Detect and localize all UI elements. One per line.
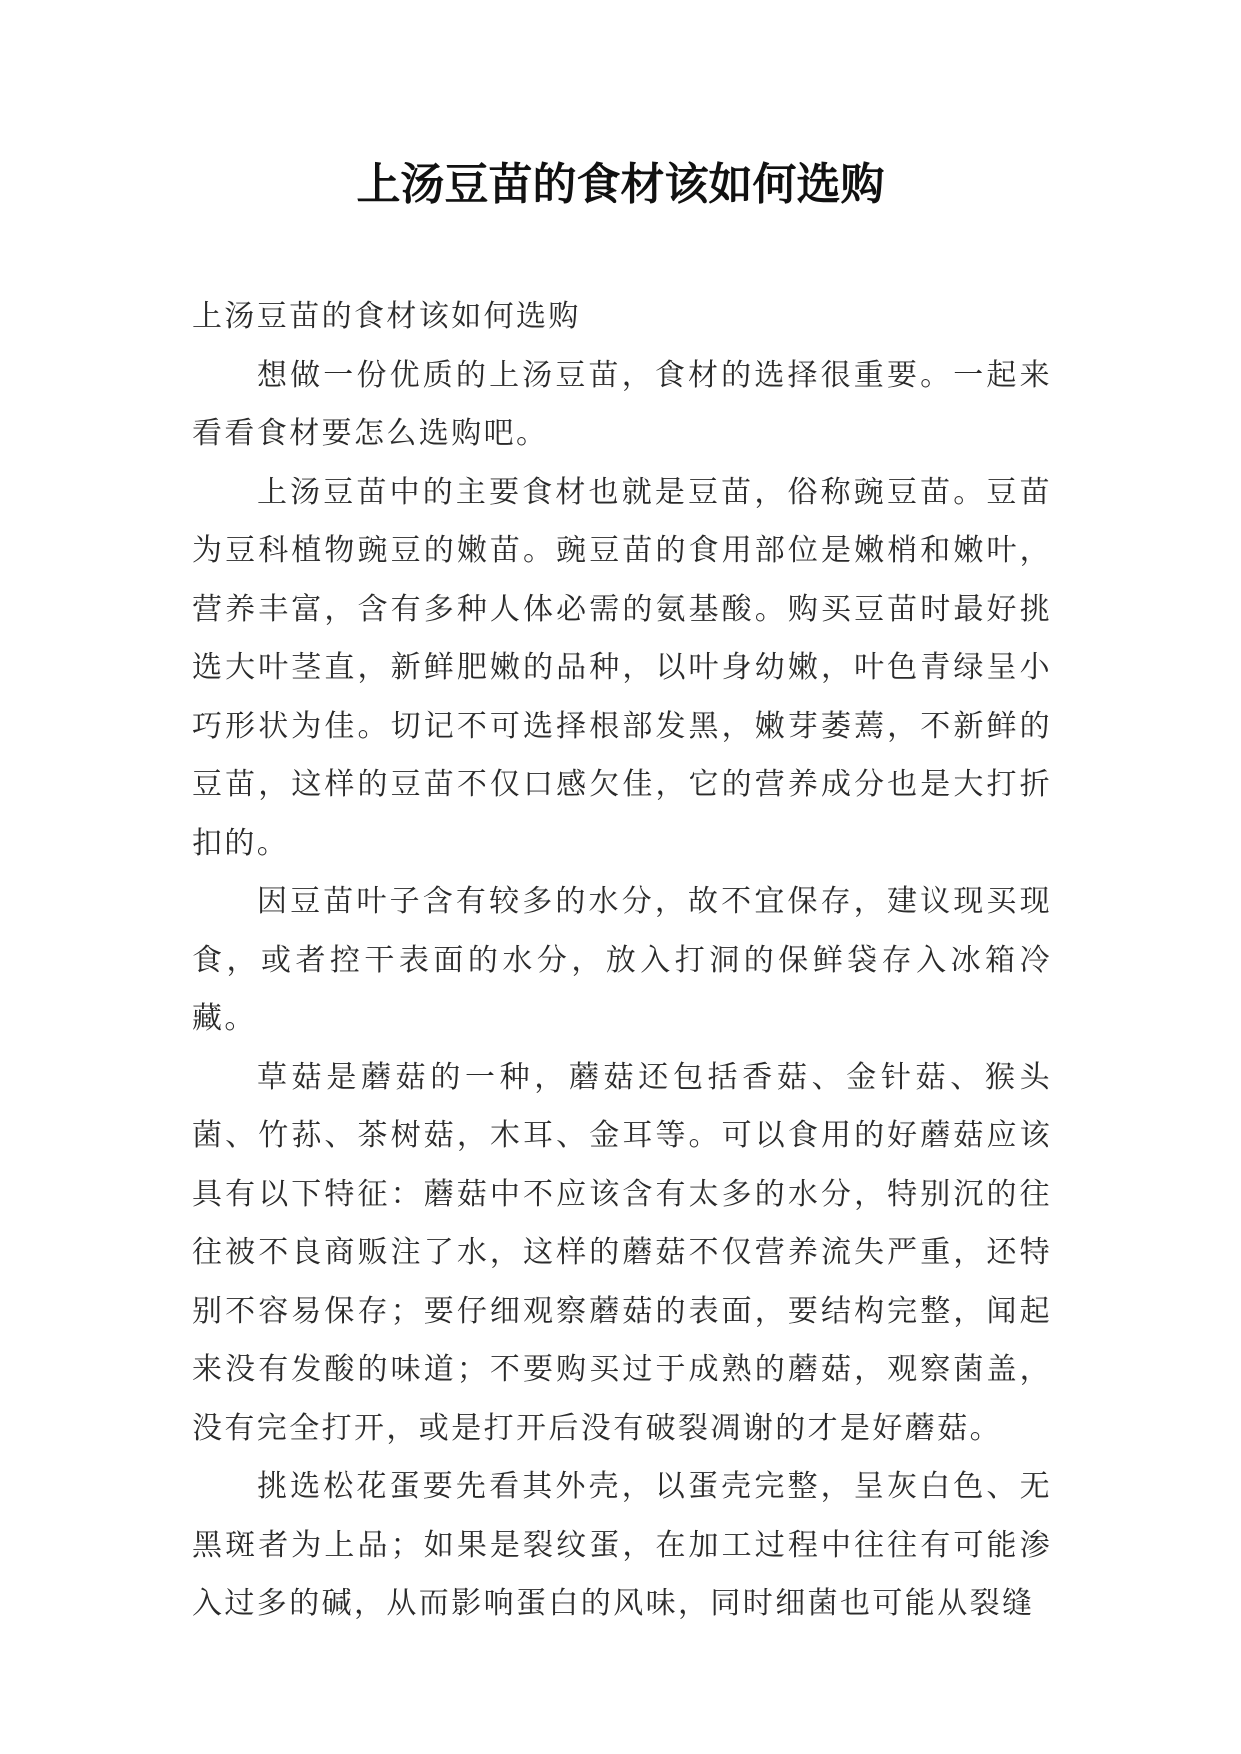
paragraph-storage: 因豆苗叶子含有较多的水分，故不宜保存，建议现买现食，或者控干表面的水分，放入打洞的保鲜袋存入冰箱冷藏。: [192, 884, 1052, 1036]
document-title: 上汤豆苗的食材该如何选购: [356, 159, 885, 210]
paragraph-pea-sprouts: 上汤豆苗中的主要食材也就是豆苗，俗称豌豆苗。豆苗为豆科植物豌豆的嫩苗。豌豆苗的食用部位是嫩梢和嫩叶，营养丰富，含有多种人体必需的氨基酸。购买豆苗时最好挑选大叶茎直，新鲜肥嫩的品种，以叶身幼嫩，叶色青绿呈小巧形状为佳。切记不可选择根部发黑，嫩芽萎蔫，不新鲜的豆苗，这样的豆苗不仅口感欠佳，它的营养成分也是大打折扣的。: [192, 474, 1052, 861]
paragraph-mushrooms: 草菇是蘑菇的一种，蘑菇还包括香菇、金针菇、猴头菌、竹荪、茶树菇，木耳、金耳等。可以食用的好蘑菇应该具有以下特征：蘑菇中不应该含有太多的水分，特别沉的往往被不良商贩注了水，这样的蘑菇不仅营养流失严重，还特别不容易保存；要仔细观察蘑菇的表面，要结构完整，闻起来没有发酸的味道；不要购买过于成熟的蘑菇，观察菌盖，没有完全打开，或是打开后没有破裂凋谢的才是好蘑菇。: [192, 1059, 1052, 1446]
document-body: [192, 288, 1052, 1634]
paragraph-preserved-egg: 挑选松花蛋要先看其外壳，以蛋壳完整，呈灰白色、无黑斑者为上品；如果是裂纹蛋，在加工过程中往往有可能渗入过多的碱，从而影响蛋白的风味，同时细菌也可能从裂缝: [192, 1469, 1052, 1621]
paragraph-intro: 想做一份优质的上汤豆苗，食材的选择很重要。一起来看看食材要怎么选购吧。: [192, 357, 1052, 451]
document-subtitle: 上汤豆苗的食材该如何选购: [192, 299, 581, 334]
